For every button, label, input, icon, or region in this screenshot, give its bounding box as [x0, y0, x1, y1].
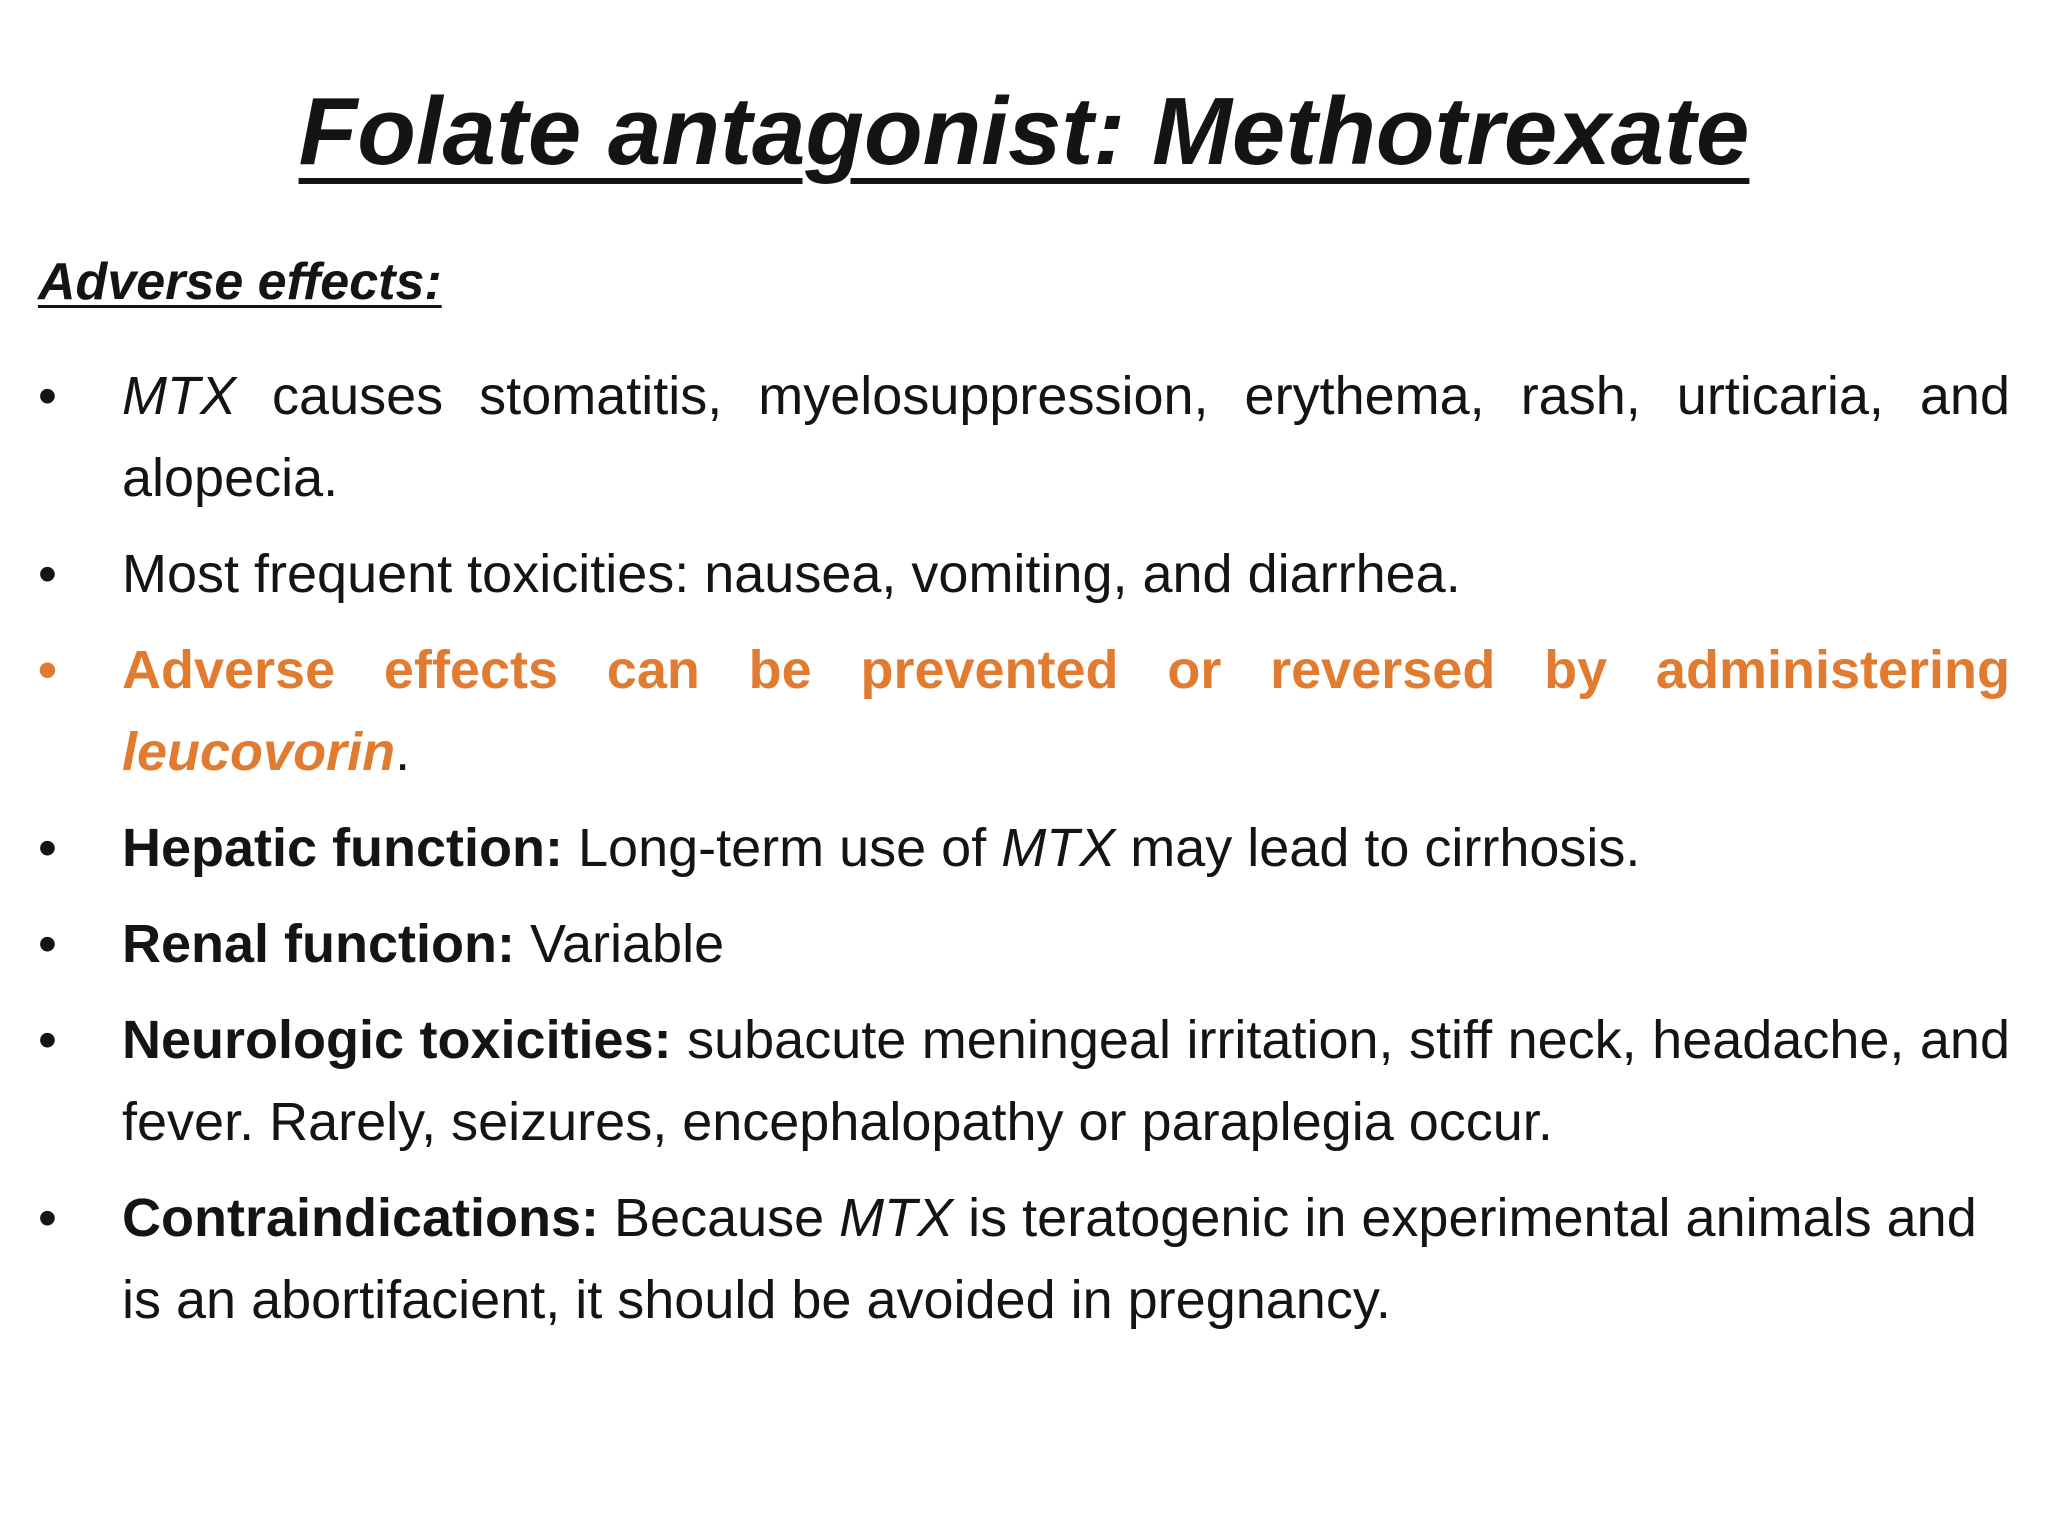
bullet-item-mtx-effects [38, 355, 2010, 519]
bullet-text: Neurologic toxicities: subacute meningeal irritation, stiff neck, headache, and fever. Rarely, seizures, encephalopathy or paraplegia occur. [122, 1010, 2010, 1152]
bullet-text: Hepatic function: Long-term use of MTX may lead to cirrhosis. [122, 818, 1641, 878]
bullet-item-hepatic [38, 807, 2010, 889]
bullet-label: Neurologic toxicities: [122, 1010, 672, 1070]
drug-name: leucovorin [122, 722, 396, 782]
bullet-icon: • [38, 544, 57, 604]
bullet-label: Hepatic function: [122, 818, 563, 878]
bullet-icon: • [38, 366, 57, 426]
bullet-item-renal [38, 903, 2010, 985]
drug-abbreviation: MTX [122, 366, 236, 426]
slide-title: Folate antagonist: Methotrexate [298, 78, 1750, 185]
bullet-item-contraindications [38, 1177, 2010, 1341]
bullet-icon: • [38, 1010, 57, 1070]
bullet-text: Contraindications: Because MTX is teratogenic in experimental animals and is an abortifacient, it should be avoided in pregnancy. [122, 1188, 1977, 1330]
bullet-item-neurologic [38, 999, 2010, 1163]
bullet-icon: • [38, 818, 57, 878]
drug-abbreviation: MTX [1001, 818, 1116, 878]
bullet-text: MTX causes stomatitis, myelosuppression, erythema, rash, urticaria, and alopecia. [122, 366, 2010, 508]
bullet-item-leucovorin [38, 629, 2010, 793]
bullet-icon: • [38, 640, 57, 700]
bullet-icon: • [38, 914, 57, 974]
drug-abbreviation: MTX [839, 1188, 954, 1248]
bullet-icon: • [38, 1188, 57, 1248]
bullet-text: Most frequent toxicities: nausea, vomiting, and diarrhea. [122, 544, 1461, 604]
bullet-list [38, 355, 2010, 1355]
bullet-item-frequent-toxicities [38, 533, 2010, 615]
bullet-label: Renal function: [122, 914, 515, 974]
bullet-label: Contraindications: [122, 1188, 600, 1248]
section-subheading: Adverse effects: [38, 253, 442, 311]
bullet-text: Renal function: Variable [122, 914, 725, 974]
bullet-text: Adverse effects can be prevented or reversed by administering leucovorin. [122, 640, 2010, 782]
